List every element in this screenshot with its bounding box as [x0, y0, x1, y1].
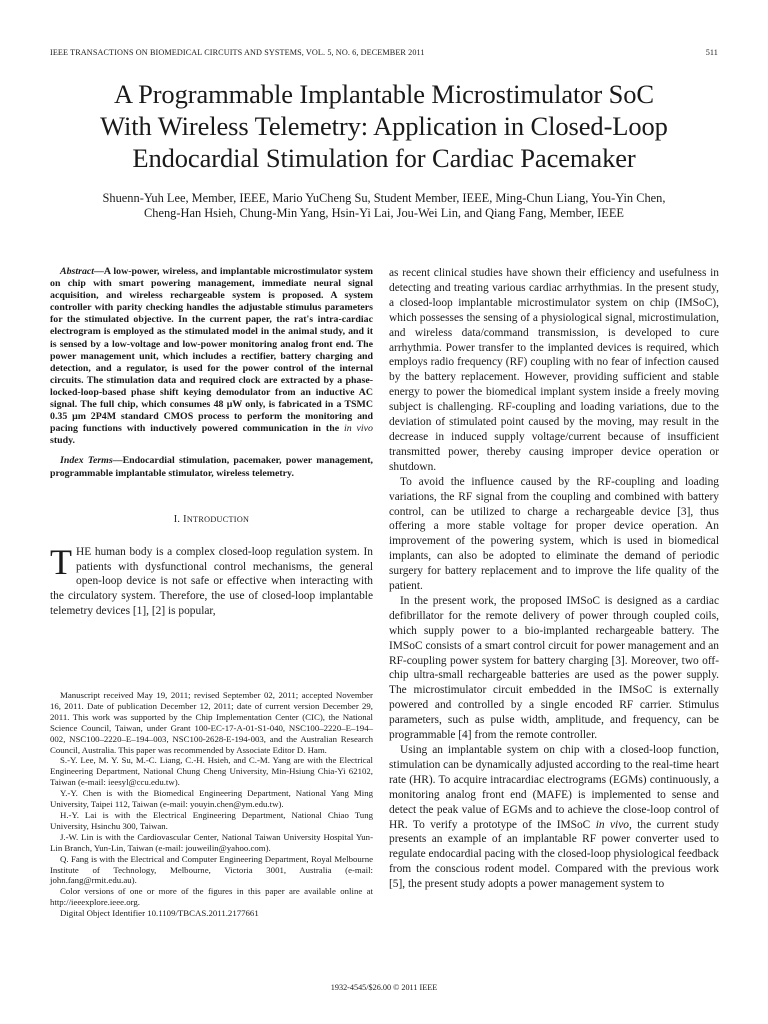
section-first-letter: I: [183, 513, 187, 525]
copyright-line: 1932-4545/$26.00 © 2011 IEEE: [330, 983, 438, 992]
paper-title: [40, 78, 728, 174]
footnote-affiliation-lee: S.-Y. Lee, M. Y. Su, M.-C. Liang, C.-H. Hsieh, and C.-M. Yang are with the Electrical Engineering Department, National Chung Cheng University, Min-Hsiung Chia-Yi 62102, Taiwan (e-mail: ieesyl@ccu.edu.tw).: [50, 755, 373, 788]
title-line-3: Endocardial Stimulation for Cardiac Pacemaker: [132, 143, 636, 173]
body-paragraph-1: as recent clinical studies have shown their efficiency and usefulness in detecting and treating various cardiac arrhythmias. In the present study, a closed-loop implantable microstimulator system on chip (IMSoC), which possesses the sensing of a physiological signal, microstimulation, and wireless data/command transmission, is developed to cure arrhythmia. Power transfer to the implanted devices is required, which employs radio frequency (RF) coupling with no fear of infection caused by the battery replacement. However, providing sufficient and stable energy to power the biomedical implant system inside a freely moving subject is challenging. RF-coupling and loading variations, due to the deviation of stimulated point caused by the moving, may result in the decrease in induced supply voltage/current because of insufficient transmitted power, thereby causing improper device operation or shutdown.: [389, 267, 719, 473]
index-terms: [50, 455, 373, 479]
abstract-in-vivo: in vivo: [343, 423, 373, 435]
index-terms-lead: Index Terms—: [60, 455, 123, 467]
author-line-2: Cheng-Han Hsieh, Chung-Min Yang, Hsin-Yi Lai, Jou-Wei Lin, and Qiang Fang, Member, IEEE: [144, 206, 624, 220]
drop-cap: T: [50, 541, 72, 582]
footnote-affiliation-chen: Y.-Y. Chen is with the Biomedical Engineering Department, National Yang Ming University, Taipei 112, Taiwan (e-mail: youyin.chen@ym.edu.tw).: [50, 788, 373, 810]
abstract-lead: Abstract—: [60, 266, 104, 277]
footnote-affiliation-lin: J.-W. Lin is with the Cardiovascular Center, National Taiwan University Hospital Yun-Lin Branch, Yun-Lin, Taiwan (e-mail: jouweilin@yahoo.com).: [50, 831, 373, 853]
body-paragraph-4-in-vivo: in vivo: [595, 818, 629, 831]
title-line-1: A Programmable Implantable Microstimulator SoC: [113, 79, 655, 109]
section-numeral: I.: [173, 513, 184, 525]
abstract-text-2: study.: [50, 435, 75, 447]
intro-text: HE human body is a complex closed-loop regulation system. In patients with dysfunctional control mechanisms, the general open-loop device is not safe or effective when interacting with the circulatory system. Therefore, the use of closed-loop implantable telemetry devices [1], [2] is popular,: [50, 545, 373, 618]
section-heading-introduction: [50, 514, 373, 525]
body-paragraph-4: [389, 743, 719, 892]
right-column: [389, 266, 719, 892]
abstract-text-1: A low-power, wireless, and implantable microstimulator system on chip with smart powering management, immediate neural signal acquisition, and wireless rechargeable system is proposed. A system controller with parity checking handles the adjustable stimulus parameters for the stimulated objective. In the current paper, the rat's intra-cardiac electrogram is employed as the stimulated model in the animal study, and it is sensed by a low-voltage and low-power monitoring analog front end. The power management unit, which includes a rectifier, battery charging and detection, and a regulator, is used for the power control of the internal circuits. The stimulation data and required clock are extracted by a phase-locked-loop-based phase shift keying demodulator from an inductive AC signal. The full chip, which consumes 48 μW only, is fabricated in a TSMC 0.35 μm 2P4M standard CMOS process to perform the monitoring and pacing functions with inductively powered communication in the: [50, 266, 373, 435]
running-head: [50, 48, 718, 60]
abstract: [50, 266, 373, 447]
index-terms-text: Endocardial stimulation, pacemaker, power management, programmable implantable stimulator, wireless telemetry.: [50, 455, 373, 479]
page-number: 511: [705, 48, 718, 57]
footnote-affiliation-lai: H.-Y. Lai is with the Electrical Engineering Department, National Chiao Tung University, Hsinchu 300, Taiwan.: [50, 809, 373, 831]
body-paragraph-2: To avoid the influence caused by the RF-coupling and loading variations, the RF signal from the coupling and combined with battery control, can be utilized to charge a rechargeable device [3], thus offering a more stable voltage for proper device operation. An improvement of the powering system, which is used in biomedical implants, can also be adopted to eliminate the demand of periodic surgery for battery replacement and to improve the life quality of the patient.: [389, 475, 719, 593]
intro-paragraph: [50, 541, 373, 620]
author-line-1: Shuenn-Yuh Lee, Member, IEEE, Mario YuCheng Su, Student Member, IEEE, Ming-Chun Liang, You-Yin Chen,: [102, 191, 666, 205]
author-list: [40, 191, 728, 221]
footnote-manuscript: Manuscript received May 19, 2011; revised September 02, 2011; accepted November 16, 2011. Date of publication December 12, 2011; date of current version December 29, 2011. This work was supported by the Chip Implementation Center (CIC), the National Science Council, Taiwan, under Grant 100-EC-17-A-01-S1-040, NSC100–2220–E–194–002, NSC100–2220–E–194–003, NSC100-2628-E-194-003, and the Australian Research Council, Australia. This paper was recommended by Associate Editor D. Ham.: [50, 690, 373, 755]
body-paragraph-3: In the present work, the proposed IMSoC is designed as a cardiac defibrillator for the remote delivery of power through coupled coils, which supply power to a bio-implanted rechargeable battery. The IMSoC consists of a smart control circuit for power management and an RF-coupling power system for battery charging [3]. Moreover, two off-chip ultra-small rechargeable batteries are used as the power supply. The microstimulator circuit embedded in the IMSoC is externally powered and controlled by a single encoded RF carrier. Stimulus parameters, such as pulse width, amplitude, and frequency, can be programmable [4] from the remote controller.: [389, 594, 719, 742]
journal-name: IEEE TRANSACTIONS ON BIOMEDICAL CIRCUITS AND SYSTEMS, VOL. 5, NO. 6, DECEMBER 2011: [50, 48, 425, 57]
body-paragraph-4-a: Using an implantable system on chip with a closed-loop function, stimulation can be dynamically adjusted according to the real-time heart rate (HR). To acquire intracardiac electrograms (EGMs) continuously, a monitoring analog front end (MAFE) is implemented to sense and detect the peak value of EGMs and to achieve the close-loop control of HR. To verify a prototype of the IMSoC: [389, 744, 719, 831]
section-rest: NTRODUCTION: [186, 514, 250, 524]
footnote-affiliation-fang: Q. Fang is with the Electrical and Computer Engineering Department, Royal Melbourne Institute of Technology, Melbourne, Victoria 3001, Australia (e-mail: john.fang@rmit.edu.au).: [50, 853, 373, 886]
body-paragraph-4-b: , the current study presents an example of an implantable RF power converter used to regulate endocardial pacing with the closed-loop physiological feedback from the conscious rodent model. Compared with the previous work [5], the present study adopts a power management system to: [389, 818, 720, 891]
footnote-color-versions: Color versions of one or more of the figures in this paper are available online at http://ieeexplore.ieee.org.: [50, 886, 373, 908]
left-column: [50, 266, 373, 619]
footnote-doi: Digital Object Identifier 10.1109/TBCAS.2011.2177661: [60, 908, 259, 919]
title-line-2: With Wireless Telemetry: Application in Closed-Loop: [100, 111, 668, 141]
footnotes: [50, 690, 373, 919]
